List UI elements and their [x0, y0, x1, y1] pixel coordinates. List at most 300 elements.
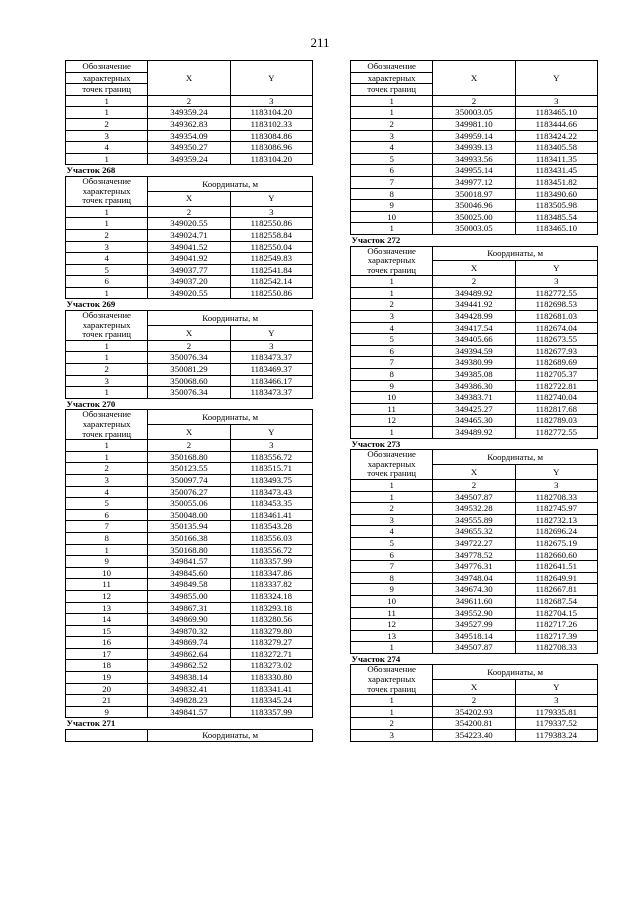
coord-x: 349507.87: [433, 491, 515, 503]
coord-x: 354200.81: [433, 718, 515, 730]
coord-y: 1183473.37: [230, 352, 312, 364]
coord-x: 349832.41: [148, 683, 230, 695]
point-number: 1: [351, 491, 433, 503]
point-number: 12: [351, 415, 433, 427]
coord-y: 1183357.99: [230, 556, 312, 568]
coord-x: 349870.32: [148, 625, 230, 637]
table-row: [351, 642, 598, 654]
coord-y: 1183330.80: [230, 672, 312, 684]
table-row: [66, 556, 313, 568]
coord-y: 1183357.99: [230, 706, 312, 718]
coord-x: 349778.52: [433, 549, 515, 561]
coords-label: Координаты, м: [148, 176, 313, 191]
point-number: 1: [351, 287, 433, 299]
table-row: [66, 625, 313, 637]
point-number: 13: [66, 602, 148, 614]
coord-y: 1183465.10: [515, 107, 597, 119]
coord-x: 350123.55: [148, 463, 230, 475]
table-row: [351, 549, 598, 561]
coord-x: 349425.27: [433, 403, 515, 415]
coords-label: Координаты, м: [433, 665, 598, 680]
plot-title-row: [66, 165, 313, 177]
table-row: [66, 532, 313, 544]
table-row: [351, 718, 598, 730]
coord-x: 349977.12: [433, 176, 515, 188]
coord-y: 1182745.97: [515, 503, 597, 515]
table-row: [66, 637, 313, 649]
table-row: [351, 165, 598, 177]
table-row: [66, 648, 313, 660]
column-index: 2: [148, 440, 230, 452]
header-line: характерных: [351, 72, 433, 84]
coord-x: 350081.29: [148, 364, 230, 376]
coord-y: 1182667.81: [515, 584, 597, 596]
table-row: [351, 595, 598, 607]
point-number: 5: [66, 264, 148, 276]
coord-x: 350168.80: [148, 451, 230, 463]
header-line: Обозначение: [82, 310, 131, 321]
table-row: [351, 176, 598, 188]
coord-y: 1183466.17: [230, 375, 312, 387]
coord-x: 349518.14: [433, 630, 515, 642]
table-row: [66, 695, 313, 707]
coord-y: 1179335.81: [515, 706, 597, 718]
coord-y: 1182817.68: [515, 403, 597, 415]
table-row: [351, 322, 598, 334]
coord-y: 1183556.72: [230, 544, 312, 556]
col-x-header: X: [433, 465, 515, 480]
coord-y: 1183473.43: [230, 486, 312, 498]
header-line: Обозначение: [82, 176, 131, 186]
coord-y: 1182717.39: [515, 630, 597, 642]
table-row: [66, 474, 313, 486]
col-y-header: Y: [230, 325, 312, 340]
point-number: 1: [66, 107, 148, 119]
table-row: [351, 107, 598, 119]
point-number: 7: [351, 357, 433, 369]
coord-y: 1182689.69: [515, 357, 597, 369]
coord-x: 350003.05: [433, 107, 515, 119]
coord-y: 1183473.37: [230, 387, 312, 399]
coord-y: 1182558.84: [230, 229, 312, 241]
column-index: 3: [230, 95, 312, 107]
table-row: [66, 118, 313, 130]
table-row: [351, 415, 598, 427]
coord-y: 1179383.24: [515, 730, 597, 742]
coord-y: 1182677.93: [515, 345, 597, 357]
coord-y: 1183405.58: [515, 142, 597, 154]
table-row: [351, 730, 598, 742]
coord-y: 1183345.24: [230, 695, 312, 707]
coord-y: 1182687.54: [515, 595, 597, 607]
coord-x: 349020.55: [148, 287, 230, 299]
header-line: Обозначение: [367, 246, 416, 256]
point-designation-header: [66, 311, 148, 341]
column-index: 1: [66, 206, 148, 218]
table-row: [351, 706, 598, 718]
col-x-header: X: [433, 61, 515, 96]
column-index: 1: [66, 95, 148, 107]
point-number: 3: [351, 514, 433, 526]
column-index: 3: [515, 695, 597, 707]
right-column: [350, 60, 598, 742]
coord-x: 349869.74: [148, 637, 230, 649]
coord-x: 349037.77: [148, 264, 230, 276]
point-number: 10: [351, 211, 433, 223]
coord-y: 1183461.41: [230, 509, 312, 521]
point-number: 9: [351, 380, 433, 392]
header-line: точек границ: [367, 468, 417, 479]
table-row: [351, 299, 598, 311]
coord-x: 349041.92: [148, 253, 230, 265]
coord-x: 349552.90: [433, 607, 515, 619]
table-row: [66, 130, 313, 142]
coords-label: Координаты, м: [148, 311, 313, 326]
point-number: 6: [351, 165, 433, 177]
table-row: [66, 253, 313, 265]
table-row: [351, 142, 598, 154]
coord-y: 1183280.56: [230, 614, 312, 626]
table-row: [351, 334, 598, 346]
coordinates-table: [65, 60, 313, 742]
coord-y: 1183485.54: [515, 211, 597, 223]
point-number: 1: [351, 223, 433, 235]
coord-y: 1183490.60: [515, 188, 597, 200]
coord-y: 1183279.27: [230, 637, 312, 649]
point-number: 1: [66, 387, 148, 399]
point-number: 9: [66, 556, 148, 568]
header-line: характерных: [367, 458, 416, 469]
col-x-header: X: [433, 261, 515, 276]
coord-x: 349383.71: [433, 392, 515, 404]
point-number: 9: [351, 200, 433, 212]
column-index: 2: [148, 95, 230, 107]
col-y-header: Y: [230, 425, 312, 440]
coord-y: 1183451.82: [515, 176, 597, 188]
point-number: 2: [66, 229, 148, 241]
point-number: 19: [66, 672, 148, 684]
point-number: 1: [66, 153, 148, 165]
table-row: [66, 387, 313, 399]
table-row: [66, 241, 313, 253]
header-line: Обозначение: [367, 664, 416, 675]
header-line: характерных: [367, 674, 416, 685]
table-row: [351, 514, 598, 526]
table-row: [66, 153, 313, 165]
point-number: 2: [66, 463, 148, 475]
coord-y: 1183453.35: [230, 498, 312, 510]
header-line: характерных: [82, 319, 131, 330]
point-number: 6: [351, 549, 433, 561]
plot-title-row: [351, 234, 598, 246]
plot-title: Участок 272: [351, 234, 598, 246]
coords-header-row: [66, 730, 313, 742]
column-index: 1: [351, 276, 433, 288]
table-row: [351, 130, 598, 142]
point-number: 4: [351, 142, 433, 154]
table-row: [66, 375, 313, 387]
plot-title: Участок 269: [66, 299, 313, 311]
table-row: [66, 567, 313, 579]
coord-y: 1182789.03: [515, 415, 597, 427]
column-index: 3: [230, 440, 312, 452]
coord-y: 1182649.91: [515, 572, 597, 584]
point-number: 6: [66, 276, 148, 288]
coords-header-row: [351, 450, 598, 465]
coord-y: 1182641.51: [515, 561, 597, 573]
point-number: 1: [66, 287, 148, 299]
header-line: точек границ: [367, 683, 417, 694]
table-row: [66, 614, 313, 626]
point-number: 2: [351, 718, 433, 730]
col-x-header: X: [148, 425, 230, 440]
table-row: [351, 311, 598, 323]
coord-x: 349394.59: [433, 345, 515, 357]
point-number: 11: [351, 607, 433, 619]
coord-x: 349939.13: [433, 142, 515, 154]
point-number: 2: [351, 503, 433, 515]
coord-x: 349959.14: [433, 130, 515, 142]
coord-y: 1183469.37: [230, 364, 312, 376]
table-row: [351, 561, 598, 573]
header-line: Обозначение: [367, 449, 416, 460]
table-row: [66, 287, 313, 299]
column-index-row: [66, 206, 313, 218]
plot-title: Участок 273: [351, 438, 598, 450]
coord-y: 1182698.53: [515, 299, 597, 311]
table-row: [351, 491, 598, 503]
point-number: 8: [351, 188, 433, 200]
header-line: Обозначение: [66, 61, 148, 73]
coord-y: 1183556.72: [230, 451, 312, 463]
point-number: 10: [351, 595, 433, 607]
point-number: 11: [351, 403, 433, 415]
table-row: [351, 503, 598, 515]
coords-label: Координаты, м: [433, 450, 598, 465]
point-number: 7: [66, 521, 148, 533]
plot-title-row: [351, 438, 598, 450]
point-number: 4: [66, 486, 148, 498]
table-row: [351, 369, 598, 381]
coord-x: 349354.09: [148, 130, 230, 142]
point-number: 20: [66, 683, 148, 695]
coord-x: 349955.14: [433, 165, 515, 177]
table-row: [351, 403, 598, 415]
coord-y: 1183279.80: [230, 625, 312, 637]
coord-y: 1179337.52: [515, 718, 597, 730]
point-number: 7: [351, 176, 433, 188]
plot-title: Участок 268: [66, 165, 313, 177]
coord-x: 349828.23: [148, 695, 230, 707]
table-row: [351, 526, 598, 538]
point-number: 5: [351, 537, 433, 549]
coord-y: 1183086.96: [230, 142, 312, 154]
coord-x: 350003.05: [433, 223, 515, 235]
column-index: 1: [351, 95, 433, 107]
column-index: 2: [433, 695, 515, 707]
point-number: 3: [351, 130, 433, 142]
coord-x: 349855.00: [148, 590, 230, 602]
coord-x: 349841.57: [148, 556, 230, 568]
coord-y: 1183293.18: [230, 602, 312, 614]
point-designation-header: [351, 450, 433, 480]
point-number: 12: [66, 590, 148, 602]
plot-title-row: [351, 653, 598, 665]
column-index: 3: [230, 206, 312, 218]
coord-x: 349869.90: [148, 614, 230, 626]
point-number: 2: [66, 364, 148, 376]
coord-x: 349037.20: [148, 276, 230, 288]
header-line: характерных: [66, 72, 148, 84]
table-row: [66, 706, 313, 718]
point-number: 5: [351, 334, 433, 346]
coord-y: 1182772.55: [515, 287, 597, 299]
point-number: 1: [351, 107, 433, 119]
table-row: [66, 486, 313, 498]
coord-x: 349867.31: [148, 602, 230, 614]
coords-label: Координаты, м: [148, 730, 313, 742]
point-number: 3: [351, 311, 433, 323]
point-number: 14: [66, 614, 148, 626]
table-row: [66, 264, 313, 276]
column-index-row: [66, 95, 313, 107]
coord-y: 1182681.03: [515, 311, 597, 323]
coord-x: 349359.24: [148, 107, 230, 119]
coord-y: 1183337.82: [230, 579, 312, 591]
header-line: Обозначение: [82, 409, 131, 420]
column-index: 2: [433, 95, 515, 107]
coord-y: 1182550.04: [230, 241, 312, 253]
col-y-header: Y: [230, 61, 312, 96]
header-row: [351, 61, 598, 73]
point-number: 1: [66, 451, 148, 463]
coord-y: 1183104.20: [230, 153, 312, 165]
table-row: [66, 683, 313, 695]
table-row: [66, 463, 313, 475]
point-number: 15: [66, 625, 148, 637]
coord-y: 1183515.71: [230, 463, 312, 475]
coords-header-row: [66, 176, 313, 191]
coord-y: 1183431.45: [515, 165, 597, 177]
column-index: 3: [515, 95, 597, 107]
coord-y: 1182772.55: [515, 427, 597, 439]
table-row: [351, 584, 598, 596]
coord-y: 1182740.04: [515, 392, 597, 404]
header-line: точек границ: [367, 264, 417, 275]
coord-y: 1183341.41: [230, 683, 312, 695]
table-row: [66, 544, 313, 556]
point-number: 1: [66, 544, 148, 556]
table-row: [66, 276, 313, 288]
table-row: [351, 537, 598, 549]
table-row: [66, 229, 313, 241]
table-row: [66, 364, 313, 376]
point-number: 18: [66, 660, 148, 672]
point-number: 2: [351, 299, 433, 311]
coord-x: 349350.27: [148, 142, 230, 154]
column-index: 1: [66, 440, 148, 452]
table-row: [351, 427, 598, 439]
table-row: [351, 287, 598, 299]
table-row: [66, 451, 313, 463]
coord-y: 1182550.86: [230, 218, 312, 230]
coord-y: 1183493.75: [230, 474, 312, 486]
column-index-row: [66, 340, 313, 352]
coord-x: 349655.32: [433, 526, 515, 538]
point-number: 8: [351, 369, 433, 381]
header-line: характерных: [82, 185, 131, 196]
point-number: 12: [351, 619, 433, 631]
coord-y: 1182549.83: [230, 253, 312, 265]
point-number: 10: [66, 567, 148, 579]
point-number: 4: [66, 253, 148, 265]
point-number: 9: [351, 584, 433, 596]
coord-x: 349611.60: [433, 595, 515, 607]
coord-x: 349776.31: [433, 561, 515, 573]
coord-x: 354202.93: [433, 706, 515, 718]
table-row: [351, 118, 598, 130]
point-number: 1: [66, 352, 148, 364]
coord-y: 1183273.02: [230, 660, 312, 672]
coord-x: 349748.04: [433, 572, 515, 584]
column-index: 3: [230, 340, 312, 352]
point-number: 4: [351, 322, 433, 334]
point-number: 2: [66, 118, 148, 130]
coords-label: Координаты, м: [433, 246, 598, 261]
coord-y: 1183424.22: [515, 130, 597, 142]
header-line: точек границ: [82, 329, 132, 340]
point-number: 21: [66, 695, 148, 707]
coord-x: 350076.27: [148, 486, 230, 498]
point-number: 2: [351, 118, 433, 130]
coord-y: 1182732.13: [515, 514, 597, 526]
point-number: 1: [351, 642, 433, 654]
table-row: [66, 660, 313, 672]
plot-title-row: [66, 299, 313, 311]
coord-y: 1183102.33: [230, 118, 312, 130]
coord-x: 349838.14: [148, 672, 230, 684]
col-y-header: Y: [515, 61, 597, 96]
table-row: [66, 590, 313, 602]
column-index: 2: [433, 276, 515, 288]
coords-header-row: [351, 246, 598, 261]
table-row: [351, 572, 598, 584]
header-line: точек границ: [351, 84, 433, 96]
coord-y: 1182550.86: [230, 287, 312, 299]
table-row: [351, 345, 598, 357]
table-row: [351, 630, 598, 642]
coord-y: 1182673.55: [515, 334, 597, 346]
point-designation-header: [66, 410, 148, 440]
header-line: характерных: [82, 419, 131, 429]
coord-x: 349981.10: [433, 118, 515, 130]
table-row: [66, 352, 313, 364]
coord-x: 350068.60: [148, 375, 230, 387]
coord-y: 1183444.66: [515, 118, 597, 130]
point-number: 3: [66, 375, 148, 387]
column-index-row: [351, 276, 598, 288]
point-number: 11: [66, 579, 148, 591]
coord-x: 350048.00: [148, 509, 230, 521]
coord-x: 349674.30: [433, 584, 515, 596]
point-designation-header: [351, 665, 433, 695]
coord-x: 350046.96: [433, 200, 515, 212]
column-index: 1: [351, 479, 433, 491]
plot-title: Участок 271: [66, 718, 313, 730]
coord-x: 349722.27: [433, 537, 515, 549]
column-index-row: [351, 95, 598, 107]
point-number: 7: [351, 561, 433, 573]
